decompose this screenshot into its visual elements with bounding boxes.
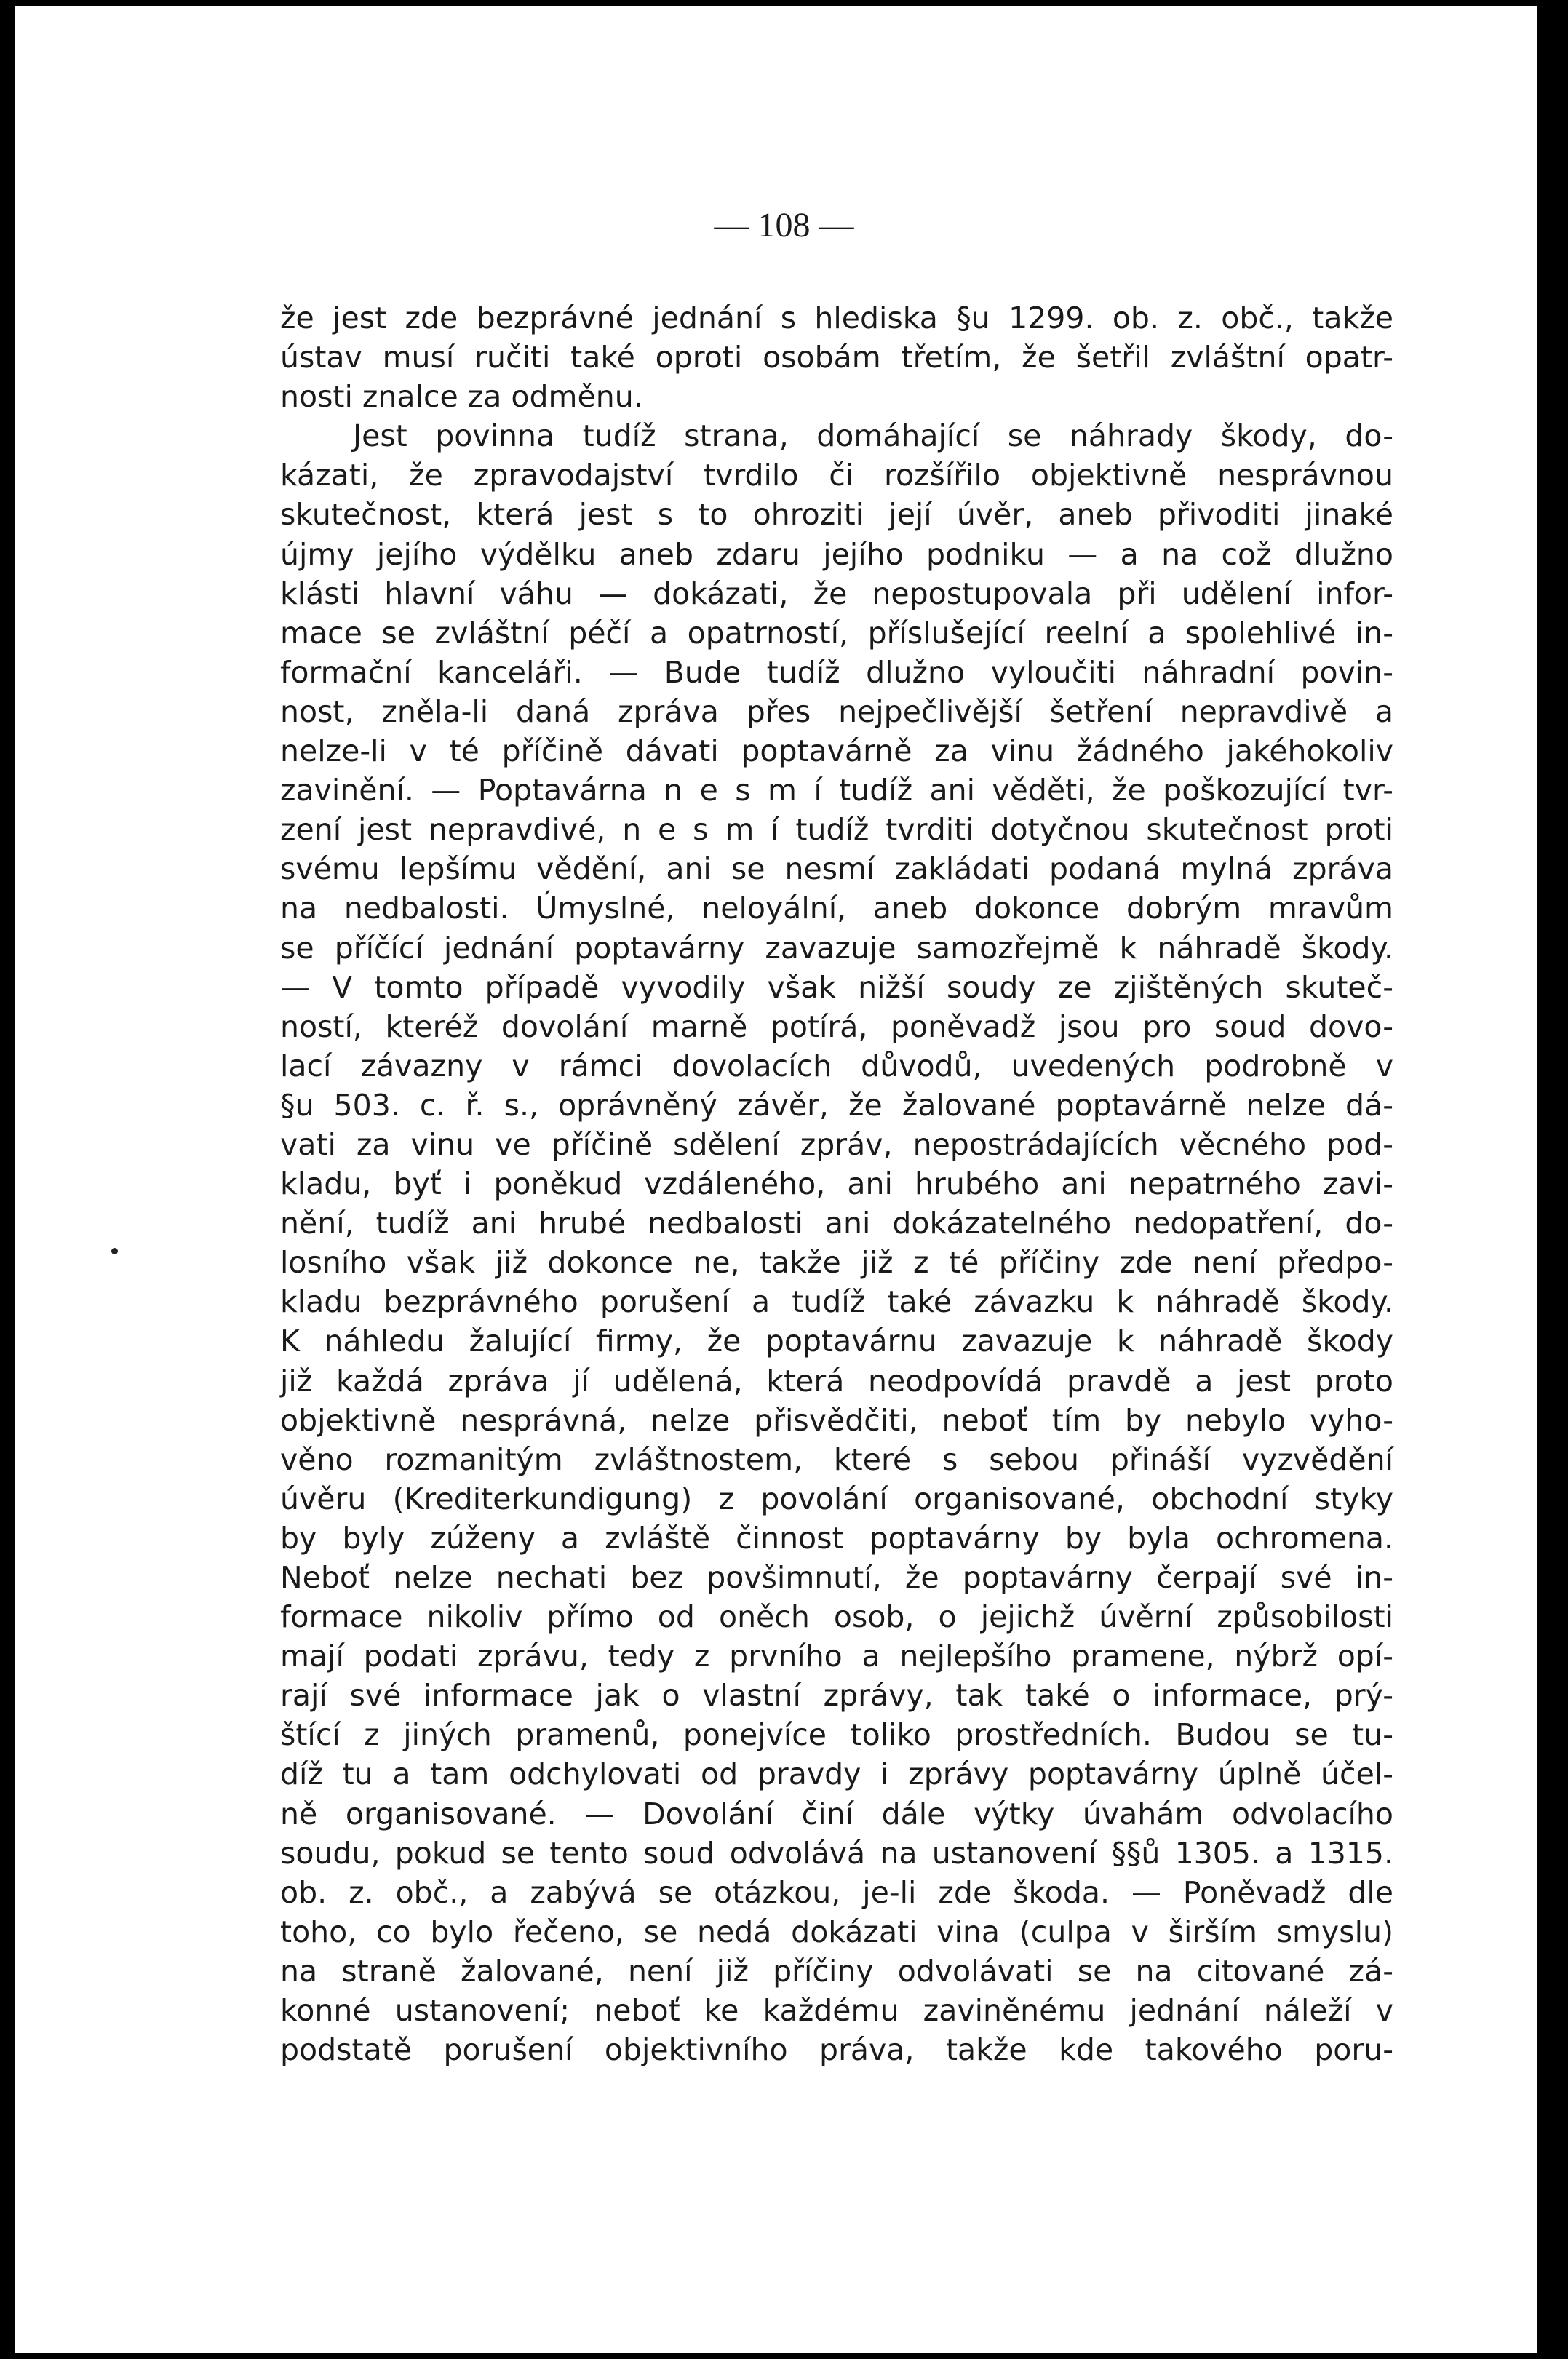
ink-speck xyxy=(111,1248,118,1254)
text-line: již každá zpráva jí udělená, která neodpovídá pravdě a jest proto xyxy=(280,1363,1393,1399)
text-line: rají své informace jak o vlastní zprávy, tak také o informace, prý- xyxy=(280,1678,1393,1714)
text-line: formace nikoliv přímo od oněch osob, o jejichž úvěrní způsobilosti xyxy=(280,1599,1393,1635)
text-line: formační kanceláři. — Bude tudíž dlužno vyloučiti náhradní povin- xyxy=(280,654,1393,690)
text-line: K náhledu žalující firmy, že poptavárnu zavazuje k náhradě škody xyxy=(280,1324,1393,1359)
text-line: na nedbalosti. Úmyslné, neloyální, aneb dokonce dobrým mravům xyxy=(280,891,1393,926)
text-line: konné ustanovení; neboť ke každému zaviněnému jednání náleží v xyxy=(280,1993,1393,2029)
text-line: kladu, byť i poněkud vzdáleného, ani hrubého ani nepatrného zavi- xyxy=(280,1166,1393,1202)
text-line: §u 503. c. ř. s., oprávněný závěr, že žalované poptavárně nelze dá- xyxy=(280,1087,1393,1123)
page-number: — 108 — xyxy=(714,206,854,244)
text-line: objektivně nesprávná, nelze přisvědčiti, neboť tím by nebylo vyho- xyxy=(280,1402,1393,1438)
text-line: zavinění. — Poptavárna n e s m í tudíž ani věděti, že poškozující tvr- xyxy=(280,773,1393,808)
text-line: újmy jejího výdělku aneb zdaru jejího podniku — a na což dlužno xyxy=(280,536,1393,572)
text-line: kladu bezprávného porušení a tudíž také závazku k náhradě škody. xyxy=(280,1284,1393,1320)
text-line: že jest zde bezprávné jednání s hlediska §u 1299. ob. z. obč., takže xyxy=(280,301,1393,335)
text-line: ústav musí ručiti také oproti osobám třetím, že šetřil zvláštní opatr- xyxy=(280,340,1393,375)
text-line: toho, co bylo řečeno, se nedá dokázati vina (culpa v širším smyslu) xyxy=(280,1914,1393,1949)
text-line: nosti znalce za odměnu. xyxy=(280,379,643,415)
text-line: ně organisované. — Dovolání činí dále výtky úvahám odvolacího xyxy=(280,1796,1393,1831)
text-line: svému lepšímu vědění, ani se nesmí zakládati podaná mylná zpráva xyxy=(280,851,1393,887)
text-line: mají podati zprávu, tedy z prvního a nejlepšího pramene, nýbrž opí- xyxy=(280,1639,1393,1674)
text-line: ností, kteréž dovolání marně potírá, poněvadž jsou pro soud dovo- xyxy=(280,1009,1393,1044)
text-line: věno rozmanitým zvláštnostem, které s sebou přináší vyzvědění xyxy=(280,1441,1393,1477)
text-line: štící z jiných pramenů, ponejvíce toliko prostředních. Budou se tu- xyxy=(280,1717,1393,1753)
binding-edge xyxy=(1537,0,1568,2359)
text-line: nost, zněla-li daná zpráva přes nejpečlivější šetření nepravdivě a xyxy=(280,693,1393,729)
text-line: Jest povinna tudíž strana, domáhající se náhrady škody, do- xyxy=(353,418,1393,454)
text-line: by byly zúženy a zvláště činnost poptavárny by byla ochromena. xyxy=(280,1520,1393,1556)
text-line: díž tu a tam odchylovati od pravdy i zprávy poptavárny úplně účel- xyxy=(280,1757,1393,1792)
text-line: ob. z. obč., a zabývá se otázkou, je-li zde škoda. — Poněvadž dle xyxy=(280,1874,1393,1910)
text-line: úvěru (Krediterkundigung) z povolání organisované, obchodní styky xyxy=(280,1481,1393,1516)
text-line: na straně žalované, není již příčiny odvolávati se na citované zá- xyxy=(280,1953,1393,1989)
text-line: zení jest nepravdivé, n e s m í tudíž tvrditi dotyčnou skutečnost proti xyxy=(280,812,1393,848)
text-line: vati za vinu ve příčině sdělení zpráv, nepostrádajících věcného pod- xyxy=(280,1126,1393,1162)
text-line: nění, tudíž ani hrubé nedbalosti ani dokázatelného nedopatření, do- xyxy=(280,1206,1393,1241)
text-line: lací závazny v rámci dovolacích důvodů, uvedených podrobně v xyxy=(280,1048,1393,1083)
text-line: soudu, pokud se tento soud odvolává na ustanovení §§ů 1305. a 1315. xyxy=(280,1835,1393,1871)
text-line: kázati, že zpravodajství tvrdilo či rozšířilo objektivně nesprávnou xyxy=(280,458,1393,493)
text-line: se příčící jednání poptavárny zavazuje samozřejmě k náhradě škody. xyxy=(280,930,1393,966)
text-line: skutečnost, která jest s to ohroziti její úvěr, aneb přivoditi jinaké xyxy=(280,497,1393,533)
text-line: klásti hlavní váhu — dokázati, že nepostupovala při udělení infor- xyxy=(280,576,1393,611)
text-line: — V tomto případě vyvodily však nižší soudy ze zjištěných skuteč- xyxy=(280,969,1393,1005)
text-line: podstatě porušení objektivního práva, takže kde takového poru- xyxy=(280,2032,1393,2068)
text-line: nelze-li v té příčině dávati poptavárně za vinu žádného jakéhokoliv xyxy=(280,733,1393,769)
text-line: losního však již dokonce ne, takže již z té příčiny zde není předpo- xyxy=(280,1245,1393,1281)
body-text xyxy=(280,298,1393,2069)
text-line: mace se zvláštní péčí a opatrností, příslušející reelní a spolehlivé in- xyxy=(280,615,1393,651)
text-line: Neboť nelze nechati bez povšimnutí, že poptavárny čerpají své in- xyxy=(280,1560,1393,1595)
